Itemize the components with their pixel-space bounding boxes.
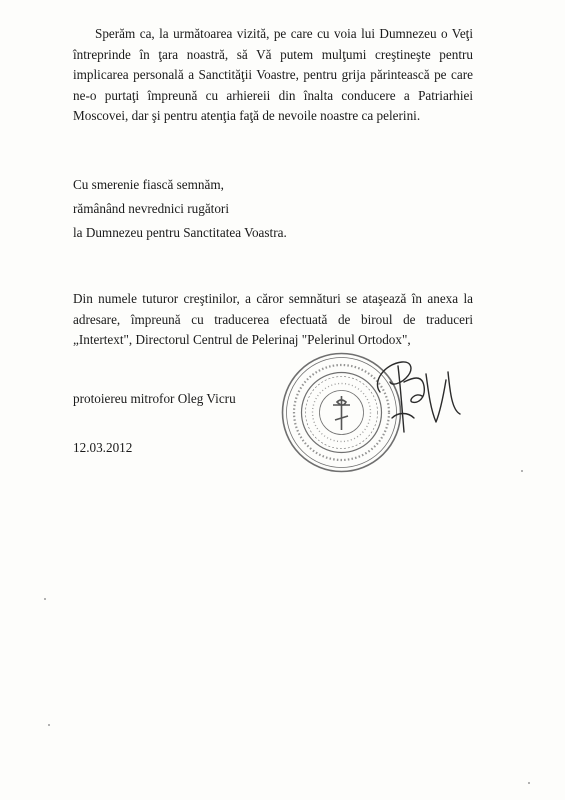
closing-line-2: rămânând nevrednici rugători — [73, 201, 229, 216]
letter-date: 12.03.2012 — [73, 440, 133, 455]
paper-speck — [48, 724, 50, 726]
paper-speck — [44, 598, 46, 600]
handwritten-signature-icon — [362, 352, 472, 442]
letter-paragraph-gratitude: Sperăm ca, la următoarea vizită, pe care cu voia lui Dumnezeu o Veţi întreprinde în ţara noastră, să Vă putem mulţumi creştineşte pentru implicarea personală a Sanctităţii Voastre, pentru grija părintească pe care ne-o purtaţi împreună cu arhiereii din înalta conducere a Patriarhiei Moscovei, dar şi pentru atenţia faţă de nevoile noastre ca pelerini. — [73, 26, 473, 123]
letter-paragraph-signatories: Din numele tuturor creştinilor, a căror semnături se ataşează în anexa la adresare, împreună cu traducerea efectuată de biroul de traduceri „Intertext", Directorul Centrul de Pelerinaj "Pelerinul Ortodox", — [73, 291, 473, 347]
paper-speck — [528, 782, 530, 784]
closing-line-1: Cu smerenie fiască semnăm, — [73, 177, 224, 192]
paper-speck — [521, 470, 523, 472]
signatory-name: protoiereu mitrofor Oleg Vicru — [73, 391, 236, 406]
closing-formula — [73, 173, 287, 245]
closing-line-3: la Dumnezeu pentru Sanctitatea Voastra. — [73, 225, 287, 240]
